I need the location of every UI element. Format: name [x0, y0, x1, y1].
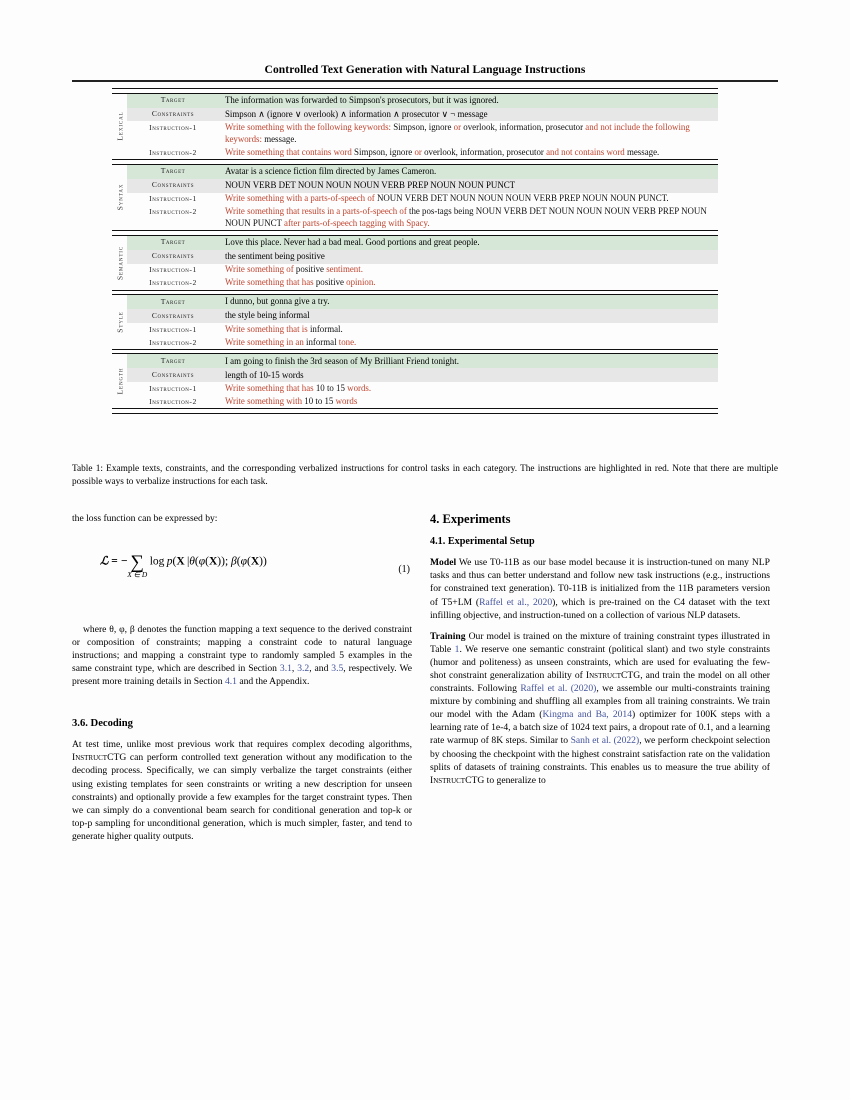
where-sep-1: ,: [291, 663, 298, 675]
table-body: [112, 94, 718, 409]
row-label-constraints: Constraints: [151, 109, 195, 119]
row-text-target: I dunno, but gonna give a try.: [225, 296, 330, 307]
row-text-instruction-1-seg-1: 10 to 15: [313, 382, 348, 393]
row-label-constraints: Constraints: [151, 310, 195, 320]
row-text-instruction-1-seg-2: words.: [347, 382, 372, 393]
category-rows: [127, 354, 718, 408]
table-row-instruction-1: [127, 193, 718, 206]
table-row-instruction-2: [127, 277, 718, 290]
row-label-instruction-2: Instruction-2: [149, 337, 197, 347]
row-text-instruction-2-seg-2: after parts-of-speech tagging with Spacy.: [284, 217, 430, 228]
table-row-target: [127, 236, 718, 250]
table-category-syntax: [112, 165, 718, 231]
row-text-instruction-1-seg-2: or: [453, 122, 462, 133]
row-label-constraints: Constraints: [151, 370, 195, 379]
row-text-instruction-2-seg-2: tone.: [338, 336, 357, 347]
row-label-instruction-2: Instruction-2: [149, 147, 197, 157]
row-text-instruction-1: [219, 382, 718, 395]
where-text-post: and the Appendix.: [236, 676, 310, 688]
right-column: [430, 512, 770, 795]
citation-sanh-et-al-2022[interactable]: Sanh et al. (2022): [570, 735, 640, 747]
row-text-constraints: the sentiment being positive: [225, 250, 325, 261]
row-text-instruction-1-seg-0: Write something with a parts-of-speech of: [225, 193, 375, 204]
row-text-constraints: the style being informal: [225, 310, 310, 321]
row-label-instruction-2: Instruction-2: [149, 396, 197, 406]
row-text-instruction-1-seg-1: informal.: [307, 323, 343, 334]
row-label-instruction-2: Instruction-2: [149, 207, 197, 217]
model-runin-label: Model: [430, 557, 457, 569]
row-label-target: Target: [160, 95, 186, 105]
category-label-text: Length: [115, 367, 124, 395]
table-row-instruction-1: [127, 121, 718, 146]
row-text-instruction-2: [219, 146, 718, 159]
row-text-instruction-2-seg-1: informal: [303, 336, 339, 347]
row-label-instruction-1: Instruction-1: [149, 123, 197, 133]
category-rows: [127, 94, 718, 160]
model-paragraph: [430, 556, 770, 621]
table-caption: Table 1: Example texts, constraints, and the corresponding verbalized instructions for control tasks in each category. The instructions are highlighted in red. Note that there are multiple possible ways to verbalize instructions for each task.: [72, 464, 778, 488]
row-label-target: Target: [160, 166, 186, 176]
citation-raffel-et-al-2020[interactable]: Raffel et al. (2020): [520, 683, 597, 695]
category-rows: [127, 165, 718, 231]
decoding-text-post: can perform controlled text generation without any modification to the decoding process. Specifically, we can simply verbalize the target constraints (either using existing templates for seen constraints or writing a new description for unseen constraints) and optionally provide a few examples for the target constraint types. Then we can simply do a conventional beam search for conditional generation and top-k or top-p sampling for unconditional generation, which is much simpler, faster, and tend to generate higher quality outputs.: [72, 752, 412, 842]
table-category-lexical: [112, 94, 718, 160]
row-text-instruction-1: [219, 193, 718, 206]
row-label-instruction-2: Instruction-2: [149, 278, 197, 288]
equation-1: [72, 551, 412, 597]
training-text-mid-1: . We reserve one semantic constraint (political slant) and two style constraints (humor and politeness) as unseen constraints, which are used for evaluating the few-shot constraint generalization ability of: [430, 643, 770, 681]
summation-operator: [127, 552, 148, 580]
row-label-instruction-1: Instruction-1: [149, 324, 197, 334]
left-column: [72, 512, 412, 851]
training-text-mid-4: ) optimizer for 100K steps with a learning rate of 1e-4, a batch size of 1024 text pairs, a dropout rate of 0.1, and a learning rate warmup of 8K steps. Similar to: [430, 709, 770, 747]
row-text-instruction-2-seg-1: positive: [313, 277, 347, 288]
row-text-instruction-1-seg-2: sentiment.: [326, 264, 363, 275]
row-text-instruction-1: [219, 121, 718, 146]
training-text-mid-2: , and train the model on all other constraints. Following: [430, 669, 770, 695]
category-rows: [127, 236, 718, 290]
where-paragraph: [72, 623, 412, 688]
section-ref-4-1[interactable]: 4.1: [224, 676, 237, 688]
row-text-instruction-1-seg-0: Write something that has: [225, 382, 314, 393]
loss-intro-line: the loss function can be expressed by:: [72, 513, 218, 524]
category-label-text: Lexical: [115, 111, 124, 141]
row-text-instruction-2-seg-0: Write something that has: [225, 277, 314, 288]
row-text-instruction-1-seg-5: message.: [261, 133, 297, 144]
row-text-instruction-1-seg-0: Write something that is: [225, 323, 308, 334]
row-text-instruction-2-seg-5: message.: [624, 146, 660, 157]
training-runin-label: Training: [430, 630, 466, 642]
row-text-target: Love this place. Never had a bad meal. Good portions and great people.: [225, 236, 480, 247]
decoding-text-pre: At test time, unlike most previous work that requires complex decoding algorithms,: [72, 739, 412, 751]
section-ref-3-1[interactable]: 3.1: [279, 663, 292, 675]
table-row-target: [127, 165, 718, 179]
equation-1-number: (1): [398, 564, 410, 576]
category-label-text: Syntax: [115, 184, 124, 211]
row-label-instruction-1: Instruction-1: [149, 383, 197, 393]
table-row-constraints: [127, 309, 718, 323]
row-text-constraints: NOUN VERB DET NOUN NOUN NOUN VERB PREP NOUN NOUN PUNCT: [225, 179, 516, 190]
row-text-instruction-2-seg-0: Write something in an: [225, 336, 304, 347]
table-category-length: [112, 354, 718, 408]
table-row-instruction-1: [127, 382, 718, 395]
where-sep-2: , and: [309, 663, 332, 675]
sigma-icon: ∑: [130, 552, 144, 574]
heading-3-6-decoding: 3.6. Decoding: [72, 717, 133, 729]
row-text-instruction-1: [219, 323, 718, 336]
row-text-instruction-2: [219, 277, 718, 290]
section-ref-3-2[interactable]: 3.2: [297, 663, 310, 675]
row-text-instruction-2-seg-0: Write something that contains word: [225, 146, 352, 157]
category-label-syntax: [112, 165, 127, 231]
table-row-target: [127, 354, 718, 368]
row-label-target: Target: [160, 356, 186, 366]
row-text-instruction-2: [219, 395, 718, 408]
table-row-instruction-1: [127, 264, 718, 277]
table-row-constraints: [127, 250, 718, 264]
citation-kingma-ba-2014[interactable]: Kingma and Ba, 2014: [542, 709, 633, 721]
row-text-instruction-1-seg-0: Write something with the following keywords:: [225, 122, 392, 133]
table-row-constraints: [127, 108, 718, 122]
category-label-lexical: [112, 94, 127, 160]
row-text-instruction-2-seg-2: opinion.: [346, 277, 376, 288]
table-1: [112, 88, 718, 414]
row-text-constraints: length of 10-15 words: [225, 369, 304, 380]
running-head: Controlled Text Generation with Natural Language Instructions: [264, 64, 586, 76]
category-label-style: [112, 295, 127, 349]
row-label-instruction-1: Instruction-1: [149, 194, 197, 204]
training-text-pre: Our model is trained on the mixture of training constraint types illustrated in Table: [430, 630, 770, 655]
row-text-instruction-1-seg-0: Write something of: [225, 264, 294, 275]
table-category-style: [112, 295, 718, 349]
row-text-instruction-2: [219, 206, 718, 231]
table-row-target: [127, 295, 718, 309]
training-text-mid-5: , we perform checkpoint selection by choosing the checkpoint with the highest constraint satisfaction rate on the validation splits of datasets of training constraints. This enables us to measure the true ability of: [430, 735, 770, 773]
table-row-instruction-2: [127, 146, 718, 159]
table-row-instruction-2: [127, 336, 718, 349]
row-text-instruction-1-seg-1: NOUN VERB DET NOUN NOUN NOUN VERB PREP NOUN NOUN PUNCT.: [374, 193, 669, 204]
row-text-instruction-1: [219, 264, 718, 277]
table-row-target: [127, 94, 718, 108]
row-text-instruction-2: [219, 336, 718, 349]
row-label-constraints: Constraints: [151, 251, 195, 261]
summation-subscript: X ∈ D: [127, 570, 148, 580]
model-name-instructctg-3: InstructCTG: [430, 774, 485, 786]
row-text-instruction-2-seg-3: overlook, information, prosecutor: [421, 146, 547, 157]
row-text-instruction-2-seg-1: Simpson, ignore: [351, 146, 415, 157]
row-label-target: Target: [160, 237, 186, 247]
row-text-instruction-1-seg-4: and not include the following keywords:: [225, 122, 690, 144]
training-paragraph: [430, 630, 770, 787]
table-row-constraints: [127, 368, 718, 382]
decoding-paragraph: [72, 738, 412, 843]
row-text-instruction-2-seg-0: Write something with: [225, 395, 303, 406]
model-text-pre: We use T0-11B as our base model because it is instruction-tuned on many NLP tasks and thus can better understand and follow new task instructions (e.g., instructions for constrained text generation). T0-11B is initialized from the 11B parameters version of T5+LM (: [430, 557, 770, 608]
row-text-instruction-2-seg-1: 10 to 15: [302, 395, 336, 406]
row-text-instruction-2-seg-2: words: [335, 395, 358, 406]
table-row-constraints: [127, 179, 718, 193]
model-name-instructctg: InstructCTG: [72, 752, 127, 764]
heading-4-experiments: 4. Experiments: [430, 512, 511, 526]
table-row-instruction-2: [127, 206, 718, 231]
running-head-rule: [72, 80, 778, 82]
row-text-instruction-2-seg-2: or: [414, 146, 422, 157]
citation-raffel-2020[interactable]: Raffel et al., 2020: [479, 596, 553, 608]
table-ref-1[interactable]: 1: [454, 643, 460, 655]
table-category-semantic: [112, 236, 718, 290]
row-text-instruction-1-seg-1: Simpson, ignore: [391, 122, 454, 133]
where-text-pre: where θ, φ, β denotes the function mapping a text sequence to the derived constraint or composition of constraints; mapping a constraint code to natural language instructions; and mapping a constraint type to randomly sampled 5 examples in the same constraint type, which are described in Section: [72, 624, 412, 675]
category-label-length: [112, 354, 127, 408]
training-text-mid-3: , we assemble our multi-constraints training mixture by combining and shuffling all examples from all training constraints. We train our model with the Adam (: [430, 683, 770, 721]
heading-4-1-experimental-setup: 4.1. Experimental Setup: [430, 536, 535, 547]
row-text-instruction-1-seg-1: positive: [293, 264, 327, 275]
row-label-constraints: Constraints: [151, 180, 195, 190]
table-row-instruction-1: [127, 323, 718, 336]
category-label-semantic: [112, 236, 127, 290]
category-label-text: Semantic: [115, 245, 124, 280]
model-name-instructctg-2: InstructCTG: [585, 669, 641, 681]
row-text-instruction-2-seg-4: and not contains word: [546, 146, 625, 157]
training-text-post: to generalize to: [484, 774, 546, 786]
equation-rhs: log p(X |θ(φ(X)); β(φ(X)): [146, 555, 267, 568]
table-bottom-rule: [112, 408, 718, 414]
row-text-instruction-1-seg-3: overlook, information, prosecutor: [461, 122, 586, 133]
model-text-post: ), which is pre-trained on the C4 dataset with the text infilling objective, and instruction-tuned on a collection of various NLP datasets.: [430, 596, 771, 621]
category-label-text: Style: [115, 311, 124, 333]
row-label-target: Target: [160, 296, 186, 306]
left-spacer: [72, 697, 412, 704]
row-label-instruction-1: Instruction-1: [149, 265, 197, 275]
row-text-target: Avatar is a science fiction film directed by James Cameron.: [225, 165, 437, 176]
row-text-instruction-2-seg-0: Write something that results in a parts-of-speech of: [225, 206, 407, 217]
equation-1-body: [100, 552, 267, 580]
row-text-target: The information was forwarded to Simpson's prosecutors, but it was ignored.: [225, 94, 499, 105]
where-sep-3: , respectively. We present more training details in Section: [72, 663, 412, 688]
row-text-constraints: Simpson ∧ (ignore ∨ overlook) ∧ information ∧ prosecutor ∨ ¬ message: [225, 108, 488, 119]
row-text-target: I am going to finish the 3rd season of My Brilliant Friend tonight.: [225, 355, 459, 366]
equation-lhs: ℒ = −: [100, 555, 128, 568]
section-ref-3-5[interactable]: 3.5: [331, 663, 344, 675]
table-row-instruction-2: [127, 395, 718, 408]
category-rows: [127, 295, 718, 349]
row-text-instruction-2-seg-1: the pos-tags being NOUN VERB DET NOUN NOUN NOUN VERB PREP NOUN NOUN PUNCT: [225, 206, 707, 228]
